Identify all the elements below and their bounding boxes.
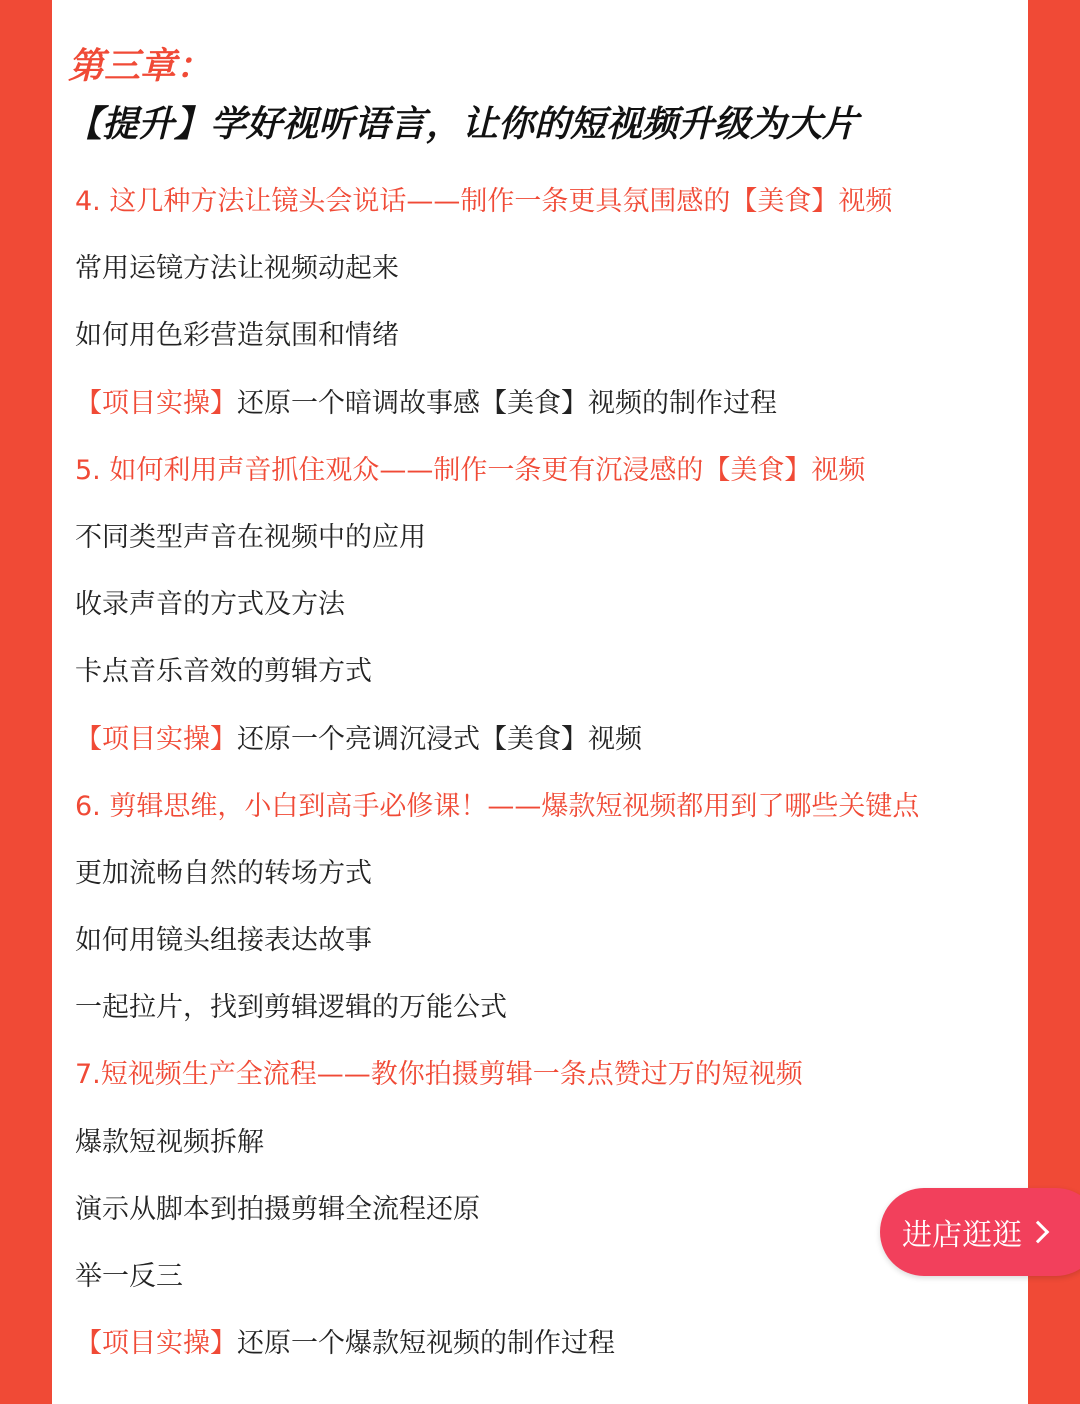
project-tag: 【项目实操】 (75, 723, 237, 755)
section-title: 7.短视频生产全流程——教你拍摄剪辑一条点赞过万的短视频 (75, 1059, 803, 1091)
chapter-headline: 【提升】学好视听语言，让你的短视频升级为大片 (66, 104, 859, 145)
document-page (52, 0, 1028, 1404)
item-text: 收录声音的方式及方法 (75, 589, 345, 621)
visit-shop-label: 进店逛逛 (902, 1218, 1022, 1253)
section-title: 6. 剪辑思维，小白到高手必修课！——爆款短视频都用到了哪些关键点 (75, 790, 920, 822)
item-text: 还原一个亮调沉浸式【美食】视频 (237, 723, 642, 755)
section-title: 5. 如何利用声音抓住观众——制作一条更有沉浸感的【美食】视频 (75, 454, 866, 486)
chevron-right-icon (1027, 1221, 1050, 1244)
outline-content (75, 168, 1015, 1377)
item-text: 如何用镜头组接表达故事 (75, 925, 372, 957)
project-tag: 【项目实操】 (75, 1328, 237, 1360)
item-text: 如何用色彩营造氛围和情绪 (75, 320, 399, 352)
list-item (75, 974, 1015, 1041)
list-item (75, 706, 1015, 773)
list-item (75, 840, 1015, 907)
list-item (75, 302, 1015, 369)
list-item (75, 504, 1015, 571)
list-item (75, 1310, 1015, 1377)
item-text: 常用运镜方法让视频动起来 (75, 253, 399, 285)
item-text: 卡点音乐音效的剪辑方式 (75, 656, 372, 688)
list-item (75, 1176, 1015, 1243)
list-item (75, 907, 1015, 974)
item-text: 不同类型声音在视频中的应用 (75, 521, 426, 553)
item-text: 更加流畅自然的转场方式 (75, 857, 372, 889)
item-text: 还原一个爆款短视频的制作过程 (237, 1328, 615, 1360)
list-item (75, 571, 1015, 638)
item-text: 爆款短视频拆解 (75, 1126, 264, 1158)
list-item (75, 638, 1015, 705)
chapter-label: 第三章： (68, 46, 213, 87)
list-item (75, 1243, 1015, 1310)
list-item (75, 370, 1015, 437)
item-text: 还原一个暗调故事感【美食】视频的制作过程 (237, 387, 777, 419)
item-text: 举一反三 (75, 1261, 183, 1292)
project-tag: 【项目实操】 (75, 387, 237, 419)
list-item (75, 1109, 1015, 1176)
item-text: 演示从脚本到拍摄剪辑全流程还原 (75, 1193, 480, 1225)
list-item (75, 235, 1015, 302)
visit-shop-button[interactable] (880, 1188, 1080, 1276)
item-text: 一起拉片，找到剪辑逻辑的万能公式 (75, 992, 507, 1024)
section-title: 4. 这几种方法让镜头会说话——制作一条更具氛围感的【美食】视频 (75, 186, 893, 217)
